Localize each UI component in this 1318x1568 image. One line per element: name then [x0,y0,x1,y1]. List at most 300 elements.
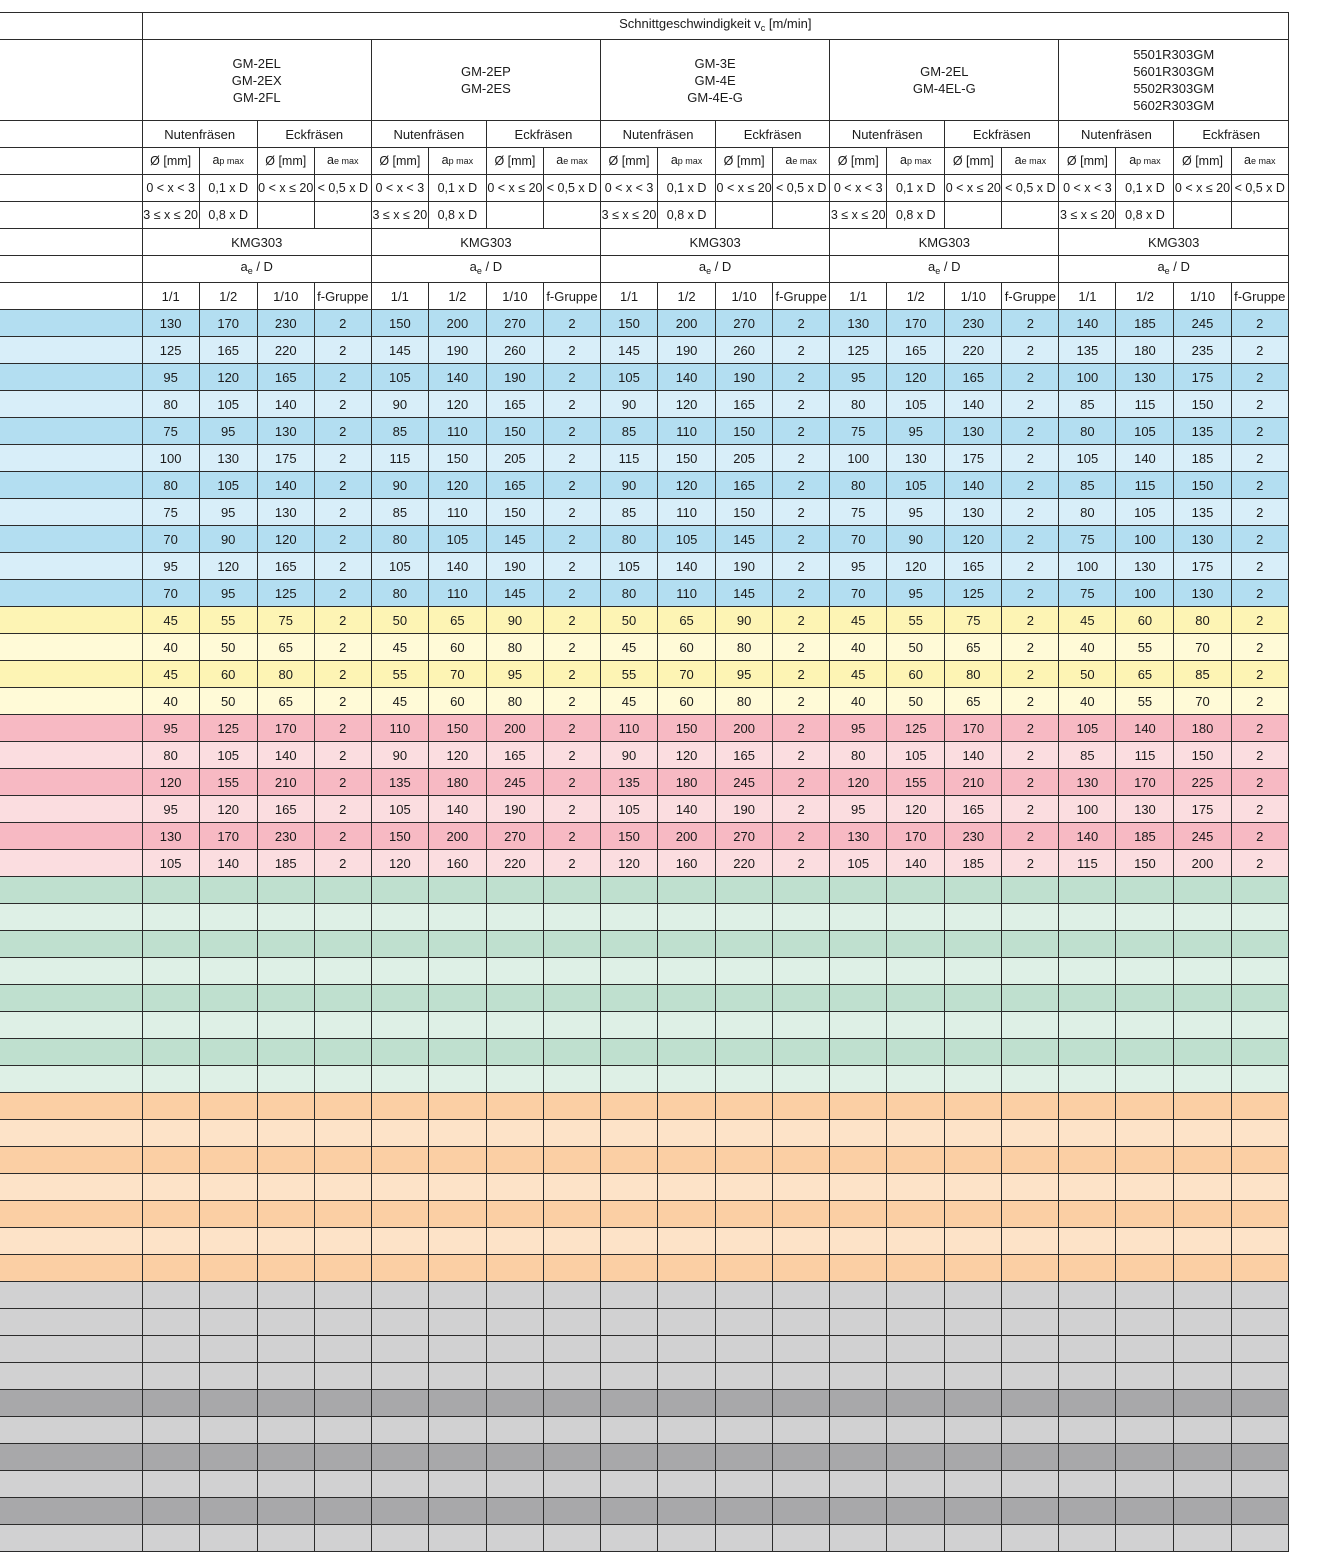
ae-letter: a [785,153,793,167]
insert-group-header [830,40,1059,121]
value-cell [314,1525,371,1552]
material-label-cell [0,472,142,499]
insert-code: GM-2FL [232,89,281,105]
value-cell [1231,1417,1288,1444]
value-cell [773,1039,830,1066]
value-cell: 165 [945,553,1002,580]
value-cell: 80 [716,634,773,661]
condition-cell [773,202,830,229]
value-cell: 2 [543,688,600,715]
value-cell [945,1417,1002,1444]
value-cell [1002,985,1059,1012]
value-cell: 185 [257,850,314,877]
value-cell [945,1282,1002,1309]
value-cell [1116,1390,1174,1417]
grade-label: KMG303 [830,229,1059,256]
value-cell [428,1444,486,1471]
value-cell [257,1309,314,1336]
value-cell [428,1120,486,1147]
ratio-label [830,256,1059,283]
value-cell [1059,1417,1116,1444]
value-cell: 55 [371,661,428,688]
value-cell [1174,1525,1231,1552]
ap-max-label [887,148,945,175]
value-cell [658,1012,716,1039]
value-cell [887,1174,945,1201]
value-cell: 140 [257,391,314,418]
value-cell: 105 [1116,499,1174,526]
value-cell: 75 [830,418,887,445]
table-row [0,1444,1289,1471]
value-cell: 2 [1002,445,1059,472]
value-cell [428,1417,486,1444]
value-cell: 130 [887,445,945,472]
value-cell: 185 [1116,310,1174,337]
table-row [0,1039,1289,1066]
value-cell: 150 [658,715,716,742]
value-cell: 145 [601,337,658,364]
value-cell [1231,1390,1288,1417]
ratio-label [371,256,600,283]
value-cell: 2 [773,661,830,688]
ap-letter: a [1129,153,1137,167]
value-cell: 100 [830,445,887,472]
value-cell [945,1039,1002,1066]
value-cell [716,1309,773,1336]
value-cell [1231,958,1288,985]
table-row [0,715,1289,742]
value-cell: 2 [773,472,830,499]
material-label-cell [0,1228,142,1255]
value-cell: 120 [428,391,486,418]
value-cell [1174,985,1231,1012]
value-cell: 150 [1116,850,1174,877]
value-cell [142,1120,199,1147]
value-cell [142,1525,199,1552]
ratio-sub: e [476,266,482,277]
material-label-cell [0,337,142,364]
value-cell: 50 [199,634,257,661]
value-cell: 65 [945,634,1002,661]
value-cell: 125 [257,580,314,607]
value-cell [543,1012,600,1039]
insert-group-header [142,40,371,121]
value-cell [142,931,199,958]
value-cell: 180 [658,769,716,796]
ratio-tail: / D [481,258,503,274]
value-cell: 2 [1231,310,1288,337]
value-cell [199,1417,257,1444]
material-label-cell [0,1174,142,1201]
table-row [0,607,1289,634]
value-cell: 60 [199,661,257,688]
value-cell [887,1147,945,1174]
value-cell: 70 [658,661,716,688]
value-cell [486,931,543,958]
condition-cell: 0,8 x D [658,202,716,229]
value-cell [314,1201,371,1228]
value-cell [1059,931,1116,958]
value-cell: 2 [314,499,371,526]
value-cell: 125 [199,715,257,742]
ap-sub: p max [219,156,244,166]
value-cell [945,1390,1002,1417]
value-cell: 90 [371,472,428,499]
value-cell: 140 [199,850,257,877]
value-cell: 55 [601,661,658,688]
value-cell: 95 [830,715,887,742]
value-cell [945,904,1002,931]
value-cell: 190 [486,796,543,823]
value-cell: 150 [1174,472,1231,499]
value-cell [371,931,428,958]
value-cell: 70 [1174,634,1231,661]
value-cell [199,1120,257,1147]
value-cell [887,1309,945,1336]
value-cell [428,1498,486,1525]
ae-sub: e max [1021,156,1047,166]
value-cell [1002,1417,1059,1444]
value-cell: 2 [773,688,830,715]
value-cell [314,1444,371,1471]
value-cell: 130 [257,499,314,526]
value-cell: 55 [1116,634,1174,661]
value-cell [887,1201,945,1228]
value-cell: 165 [486,472,543,499]
value-cell [1174,1120,1231,1147]
condition-cell: < 0,5 x D [314,175,371,202]
value-cell [1116,1363,1174,1390]
value-cell [486,985,543,1012]
value-cell [371,1120,428,1147]
value-cell [199,931,257,958]
value-cell [486,1255,543,1282]
value-cell [1002,877,1059,904]
value-cell: 75 [1059,526,1116,553]
title-main: Schnittgeschwindigkeit v [619,15,761,31]
table-row [0,1201,1289,1228]
ratio-tail: / D [711,258,732,274]
value-cell [543,985,600,1012]
value-cell [773,1201,830,1228]
value-cell: 175 [1174,796,1231,823]
value-cell: 40 [1059,688,1116,715]
value-cell [1231,985,1288,1012]
value-cell [1231,1282,1288,1309]
value-cell [773,1417,830,1444]
value-cell [1116,904,1174,931]
value-cell [773,1120,830,1147]
value-cell [887,1336,945,1363]
value-cell [1174,1066,1231,1093]
material-label-cell [0,1309,142,1336]
label-cell [0,256,142,283]
material-label-cell [0,823,142,850]
value-cell [543,958,600,985]
value-cell [428,1336,486,1363]
value-cell: 175 [945,445,1002,472]
value-cell [830,1498,887,1525]
value-cell: 105 [887,391,945,418]
value-cell: 2 [543,823,600,850]
value-cell: 2 [773,310,830,337]
value-cell [257,1201,314,1228]
column-header: 1/10 [1174,283,1231,310]
value-cell: 2 [314,337,371,364]
value-cell [199,1147,257,1174]
value-cell: 60 [658,688,716,715]
value-cell: 80 [830,742,887,769]
value-cell [887,1363,945,1390]
value-cell: 105 [601,796,658,823]
value-cell: 55 [1116,688,1174,715]
value-cell: 2 [1002,688,1059,715]
value-cell: 130 [1116,364,1174,391]
table-row [0,553,1289,580]
material-label-cell [0,985,142,1012]
value-cell [887,1471,945,1498]
value-cell: 50 [887,688,945,715]
mode-slot-milling: Nutenfräsen [601,121,716,148]
value-cell [543,1228,600,1255]
value-cell [1002,1174,1059,1201]
value-cell: 2 [314,580,371,607]
value-cell: 2 [543,607,600,634]
value-cell: 2 [1002,391,1059,418]
value-cell: 110 [371,715,428,742]
value-cell: 200 [428,310,486,337]
value-cell: 230 [945,823,1002,850]
value-cell: 105 [1059,715,1116,742]
diameter-label: Ø [mm] [1174,148,1231,175]
value-cell [773,1498,830,1525]
table-row [0,958,1289,985]
ratio-main: a [928,258,936,274]
value-cell: 165 [199,337,257,364]
value-cell: 150 [658,445,716,472]
table-row [0,445,1289,472]
value-cell [142,1066,199,1093]
value-cell [1059,1174,1116,1201]
table-row [0,337,1289,364]
insert-code: GM-2EP [460,64,511,79]
value-cell [199,1525,257,1552]
value-cell [199,877,257,904]
value-cell: 145 [486,580,543,607]
value-cell: 165 [887,337,945,364]
value-cell [658,1363,716,1390]
table-row [0,1147,1289,1174]
value-cell [1002,1093,1059,1120]
value-cell: 235 [1174,337,1231,364]
value-cell [257,985,314,1012]
value-cell [257,1390,314,1417]
value-cell [371,1525,428,1552]
value-cell: 130 [1174,526,1231,553]
value-cell [257,1444,314,1471]
value-cell: 65 [428,607,486,634]
value-cell [1174,1201,1231,1228]
table-row [0,634,1289,661]
label-cell [0,13,142,40]
value-cell [1116,1012,1174,1039]
table-row [0,661,1289,688]
value-cell [945,1498,1002,1525]
value-cell [1059,877,1116,904]
value-cell [601,1147,658,1174]
value-cell [658,958,716,985]
value-cell: 45 [601,634,658,661]
value-cell: 110 [428,418,486,445]
value-cell [887,931,945,958]
value-cell [371,985,428,1012]
value-cell: 165 [486,391,543,418]
value-cell [371,1336,428,1363]
value-cell [716,904,773,931]
value-cell: 50 [371,607,428,634]
value-cell [257,1525,314,1552]
diameter-label: Ø [mm] [486,148,543,175]
value-cell: 2 [314,742,371,769]
condition-cell [1174,202,1231,229]
value-cell [716,1012,773,1039]
value-cell: 2 [314,769,371,796]
value-cell: 200 [486,715,543,742]
value-cell: 85 [1059,472,1116,499]
value-cell: 125 [142,337,199,364]
value-cell: 2 [314,445,371,472]
value-cell: 40 [142,634,199,661]
value-cell [1174,1498,1231,1525]
table-row [0,1363,1289,1390]
value-cell [371,1390,428,1417]
value-cell [1231,1093,1288,1120]
grade-label: KMG303 [1059,229,1289,256]
value-cell [773,1525,830,1552]
value-cell [543,1471,600,1498]
value-cell [887,1039,945,1066]
value-cell: 200 [716,715,773,742]
value-cell [543,1417,600,1444]
value-cell: 90 [601,742,658,769]
value-cell [371,877,428,904]
value-cell: 80 [142,742,199,769]
condition-cell: 0,1 x D [658,175,716,202]
value-cell: 110 [428,580,486,607]
value-cell [1231,904,1288,931]
value-cell [830,1417,887,1444]
value-cell: 165 [716,472,773,499]
condition-cell: 0 < x < 3 [830,175,887,202]
value-cell: 100 [142,445,199,472]
value-cell: 120 [199,553,257,580]
table-row [0,931,1289,958]
value-cell [887,1282,945,1309]
value-cell [1002,1066,1059,1093]
condition-cell [486,202,543,229]
value-cell [945,1174,1002,1201]
value-cell [716,985,773,1012]
value-cell [314,904,371,931]
value-cell: 95 [142,715,199,742]
value-cell [543,1120,600,1147]
value-cell [1059,1201,1116,1228]
value-cell: 95 [887,499,945,526]
material-label-cell [0,526,142,553]
value-cell: 220 [945,337,1002,364]
ratio-label [142,256,371,283]
value-cell [543,1039,600,1066]
material-label-cell [0,1282,142,1309]
insert-code: 5501R303GM [1133,47,1215,62]
value-cell: 175 [1174,553,1231,580]
value-cell [658,1093,716,1120]
value-cell [314,1255,371,1282]
value-cell: 200 [658,310,716,337]
condition-cell: < 0,5 x D [1002,175,1059,202]
ratio-sub: e [706,266,712,277]
value-cell: 2 [773,526,830,553]
value-cell: 45 [830,607,887,634]
ratio-tail: / D [252,258,273,274]
value-cell: 225 [1174,769,1231,796]
value-cell [1002,1525,1059,1552]
value-cell [945,1201,1002,1228]
value-cell: 2 [773,607,830,634]
condition-cell: 3 ≤ x ≤ 20 [601,202,658,229]
value-cell [199,1444,257,1471]
value-cell [142,1336,199,1363]
value-cell: 75 [257,607,314,634]
value-cell [773,1012,830,1039]
value-cell [199,1012,257,1039]
label-cell [0,121,142,148]
value-cell: 2 [543,310,600,337]
value-cell: 165 [945,796,1002,823]
value-cell: 125 [945,580,1002,607]
value-cell [257,1147,314,1174]
value-cell: 120 [887,364,945,391]
value-cell [314,1120,371,1147]
value-cell: 60 [428,634,486,661]
value-cell: 135 [601,769,658,796]
value-cell [1231,1039,1288,1066]
value-cell [716,1174,773,1201]
value-cell [1116,1201,1174,1228]
value-cell [1002,1120,1059,1147]
value-cell [428,1471,486,1498]
value-cell: 100 [1059,364,1116,391]
value-cell [142,1228,199,1255]
value-cell: 200 [658,823,716,850]
grade-label: KMG303 [601,229,830,256]
value-cell: 80 [371,526,428,553]
diameter-label: Ø [mm] [716,148,773,175]
value-cell [199,904,257,931]
value-cell: 220 [257,337,314,364]
value-cell: 80 [830,472,887,499]
mode-slot-milling: Nutenfräsen [1059,121,1174,148]
value-cell: 165 [486,742,543,769]
value-cell: 105 [601,553,658,580]
value-cell [1002,1498,1059,1525]
value-cell [601,1039,658,1066]
value-cell: 165 [716,391,773,418]
value-cell: 2 [1002,715,1059,742]
value-cell [543,877,600,904]
value-cell [773,958,830,985]
value-cell [142,1201,199,1228]
